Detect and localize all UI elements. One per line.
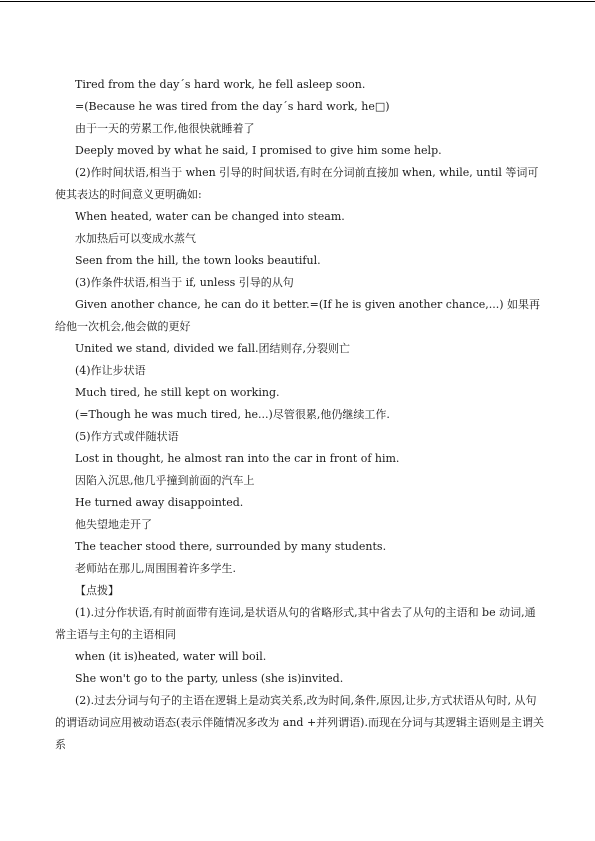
text-line: =(Because he was tired from the day´s hard work, he□) (75, 100, 390, 113)
text-line: Seen from the hill, the town looks beautiful. (75, 254, 321, 267)
paragraph: Given another chance, he can do it better.=(If he is given another chance,...) 如果再给他一次机会,他会做的更好 (55, 298, 541, 333)
text-line: United we stand, divided we fall.团结则存,分裂则亡 (75, 342, 350, 355)
text-line: Deeply moved by what he said, I promised to give him some help. (75, 144, 442, 157)
text-line: Lost in thought, he almost ran into the car in front of him. (75, 452, 400, 465)
text-line: 因陷入沉思,他几乎撞到前面的汽车上 (75, 474, 255, 487)
paragraph: (2)作时间状语,相当于 when 引导的时间状语,有时在分词前直接加 when, while, until 等词可使其表达的时间意义更明确如: (55, 166, 539, 201)
text-line: Much tired, he still kept on working. (75, 386, 280, 399)
text-line: 他失望地走开了 (75, 518, 152, 531)
text-line: 水加热后可以变成水蒸气 (75, 232, 196, 245)
top-rule (0, 1, 595, 2)
paragraph: (1).过分作状语,有时前面带有连词,是状语从句的省略形式,其中省去了从句的主语和 be 动词,通常主语与主句的主语相同 (55, 606, 536, 641)
text-line: 由于一天的劳累工作,他很快就睡着了 (75, 122, 255, 135)
section-heading: (3)作条件状语,相当于 if, unless 引导的从句 (75, 276, 294, 289)
tip-heading: 【点拨】 (75, 584, 119, 597)
text-line: When heated, water can be changed into steam. (75, 210, 345, 223)
text-line: She won't go to the party, unless (she is)invited. (75, 672, 344, 685)
text-line: Tired from the day´s hard work, he fell asleep soon. (75, 78, 366, 91)
text-line: He turned away disappointed. (75, 496, 244, 509)
section-heading: (4)作让步状语 (75, 364, 146, 377)
section-heading: (5)作方式或伴随状语 (75, 430, 179, 443)
document-body (55, 74, 545, 756)
text-line: 老师站在那儿,周围围着许多学生. (75, 562, 236, 575)
paragraph: (2).过去分词与句子的主语在逻辑上是动宾关系,改为时间,条件,原因,让步,方式状语从句时, 从句的谓语动词应用被动语态(表示伴随情况多改为 and +并列谓语).而现在分词与其逻辑主语则是主谓关系 (55, 694, 544, 751)
text-line: The teacher stood there, surrounded by many students. (75, 540, 387, 553)
text-line: (=Though he was much tired, he...)尽管很累,他仍继续工作. (75, 408, 390, 421)
text-line: when (it is)heated, water will boil. (75, 650, 267, 663)
